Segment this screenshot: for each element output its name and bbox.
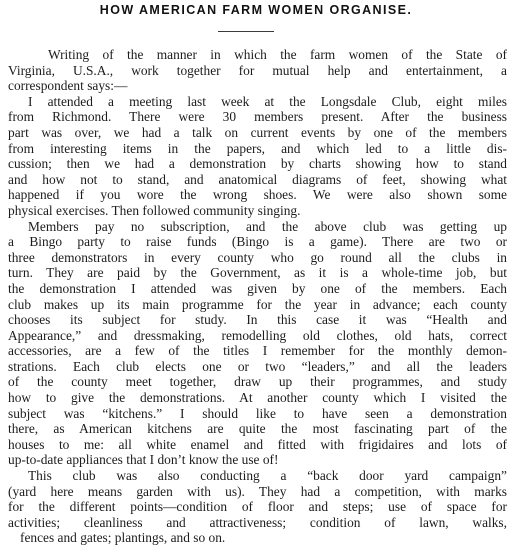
article-line: up-to-date appliances that I don’t know the use of!: [8, 452, 279, 468]
headline-divider: [218, 31, 274, 32]
article-line: I attended a meeting last week at the Longsdale Club, eight miles: [28, 93, 507, 109]
article-line: from interesting items in the papers, and which led to a little dis-: [8, 140, 507, 156]
article-line: Virginia, U.S.A., work together for mutual help and entertainment, a: [8, 62, 507, 78]
article-body: [0, 47, 512, 546]
article-line: three demonstrators in every county who go round all the clubs in: [8, 249, 507, 265]
article-line: of the county meet together, draw up their programmes, and study: [8, 374, 507, 390]
article-line: houses to me: all white enamel and fitted with frigidaires and lots of: [8, 436, 507, 452]
article-line: accessories, are a few of the titles I remember for the monthly demon-: [8, 343, 507, 359]
article-line: and how not to stand, and anatomical diagrams of feet, showing what: [8, 171, 507, 187]
article-line: turn. They are paid by the Government, as it is a whole-time job, but: [8, 265, 507, 281]
article-line: chooses its subject for study. In this case it was “Health and: [8, 312, 507, 328]
article-line: (yard here means garden with us). They had a competition, with marks: [8, 483, 507, 499]
article-line: club makes up its main programme for the year in advance; each county: [8, 296, 507, 312]
article-line: correspondent says:—: [8, 78, 128, 94]
article-line: activities; cleanliness and attractiveness; condition of lawn, walks,: [8, 514, 507, 530]
article-line: strations. Each club elects one or two “leaders,” and all the leaders: [8, 358, 507, 374]
article-line: subject was “kitchens.” I should like to have seen a demonstration: [8, 405, 507, 421]
article-line: part was over, we had a talk on current events by one of the members: [8, 124, 507, 140]
article-line: happened if you wore the wrong shoes. We were also shown some: [8, 187, 507, 203]
article-line: cussion; then we had a demonstration by charts showing how to stand: [8, 156, 507, 172]
article-line: Appearance,” and dressmaking, remodelling old clothes, old hats, correct: [8, 327, 507, 343]
article-line: Members pay no subscription, and the above club was getting up: [28, 218, 507, 234]
article-line: Writing of the manner in which the farm women of the State of: [48, 47, 507, 62]
article-line: the demonstration I attended was given by one of the members. Each: [8, 280, 507, 296]
article-line: physical exercises. Then followed community singing.: [8, 202, 301, 218]
article-line: for the different points—condition of floor and steps; use of space for: [8, 499, 507, 515]
article-line: from Richmond. There were 30 members present. After the business: [8, 109, 507, 125]
article-line: This club was also conducting a “back door yard campaign”: [28, 468, 507, 484]
article-line: a Bingo party to raise funds (Bingo is a game). There are two or: [8, 234, 507, 250]
article-headline: HOW AMERICAN FARM WOMEN ORGANISE.: [99, 3, 413, 17]
article-line: there, as American kitchens are quite the most fascinating part of the: [8, 421, 507, 437]
article-line: how to give the demonstrations. At another county which I visited the: [8, 390, 507, 406]
article-line: fences and gates; plantings, and so on.: [20, 530, 226, 546]
